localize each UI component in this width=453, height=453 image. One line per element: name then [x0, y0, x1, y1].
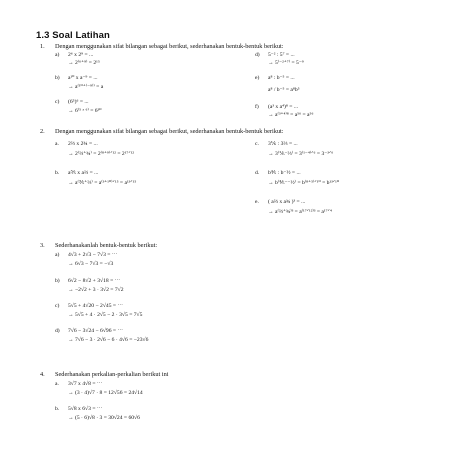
item-problem: (a³ x a⁴)⁸ = ... [268, 104, 299, 110]
item-problem: 5⁻² : 5⁷ = ... [268, 52, 295, 58]
item-label: d) [55, 328, 60, 334]
item-label: b) [55, 278, 60, 284]
item-problem: a⁸ : b⁻⁵ = ... [268, 75, 295, 81]
item-label: a) [55, 252, 60, 258]
section-1-instruction: Dengan menggunakan sifat bilangan sebagai berikut, sederhanakan bentuk-bentuk berikut: [55, 43, 284, 50]
item-problem: (6⁵)⁶ = ... [68, 99, 89, 105]
section-3-number: 3. [40, 242, 45, 249]
item-label: b) [55, 75, 60, 81]
item-answer: → 3⁽⅙⁻⅔⁾ = 3⁽¹⁻⁴⁾ᐟ⁶ = 3⁻³ᐟ⁶ [268, 151, 334, 157]
item-label: b. [55, 170, 60, 176]
item-problem: 5√5 + 4√20 − 2√45 = ⋯ [68, 303, 124, 309]
item-problem: 6√2 − 8√2 + 3√18 = ⋯ [68, 278, 121, 284]
item-answer: → a⁽⅗⁺⅔⁾ = a⁽³⁺¹⁰⁾ᐟ¹⁵ = a¹³ᐟ¹⁵ [68, 180, 137, 186]
item-problem: 7√6 − 3√24 − 6√96 = ⋯ [68, 328, 124, 334]
item-label: b. [55, 406, 60, 412]
item-label: c. [255, 141, 259, 147]
item-problem: 2⁶ x 2⁹ = ... [68, 52, 94, 58]
section-4-number: 4. [40, 371, 45, 378]
item-answer: → (3 · 4)√7 · 8 = 12√56 = 24√14 [68, 390, 143, 396]
item-problem: ( a⅔ x a¾ )³ = ... [268, 199, 306, 205]
section-2-instruction: Dengan menggunakan sifat bilangan sebagai berikut, sederhanakan bentuk-bentuk berikut: [55, 128, 284, 135]
item-problem: a⅗ x a⅔ = ... [68, 170, 99, 176]
item-label: a) [55, 52, 60, 58]
section-2-number: 2. [40, 128, 45, 135]
item-label: e. [255, 199, 259, 205]
item-label: d) [255, 52, 260, 58]
item-problem: b⅘ : b⁻½ = ... [268, 170, 301, 176]
section-1-number: 1. [40, 43, 45, 50]
item-label: a. [55, 141, 59, 147]
item-answer: → 2⁽⁶⁺⁹⁾ = 2¹⁵ [68, 60, 100, 66]
item-answer: → 5⁽⁻²⁺⁷⁾ = 5⁻⁹ [268, 60, 304, 66]
item-problem: 2⅔ x 2¾ = ... [68, 141, 98, 147]
item-label: a. [55, 381, 59, 387]
item-answer: → a⁽¹⁰⁺⁽⁻⁹⁾⁾ = a [68, 84, 104, 90]
item-answer: → 5√5 + 4 · 2√5 − 2 · 3√5 = 7√5 [68, 312, 143, 318]
item-answer: → a⁽³⁺⁴⁾⁸ = a⁵⁶ = a⁵⁶ [268, 112, 314, 118]
item-answer: → a⁽⅔⁺¾⁾³ = a⁽¹⁷ᐟ¹²⁾³ = a¹⁷ᐟ⁴ [268, 209, 332, 215]
item-label: c) [55, 99, 60, 105]
page-title: 1.3 Soal Latihan [36, 30, 110, 41]
item-label: d. [255, 170, 260, 176]
item-answer: a⁸ / b⁻⁵ = a⁸b⁵ [268, 87, 300, 93]
section-4-instruction: Sederhanakan perkalian-perkalian berikut ini [55, 371, 169, 378]
item-answer: → −2√2 + 3 · 3√2 = 7√2 [68, 287, 124, 293]
item-problem: a¹⁰ x a⁻⁹ = ... [68, 75, 98, 81]
item-problem: 3√7 x 4√8 = ⋯ [68, 381, 103, 387]
item-label: f) [255, 104, 259, 110]
section-3-instruction: Sederhanakanlah bentuk-bentuk berikut: [55, 242, 158, 249]
item-answer: → 2⁽⅔⁺¾⁾ = 2⁽⁸⁺⁹⁾ᐟ¹² = 2¹⁷ᐟ¹² [68, 151, 135, 157]
item-answer: → b⁽⅘⁻⁻½⁾ = b⁽⁸⁺⁵⁾ᐟ¹⁰ = b¹³ᐟ¹⁰ [268, 180, 340, 186]
item-problem: 3⅙ : 3⅔ = ... [268, 141, 298, 147]
item-answer: → 7√6 − 3 · 2√6 − 6 · 4√6 = −23√6 [68, 337, 149, 343]
item-problem: 4√3 + 2√3 − 7√3 = ⋯ [68, 252, 118, 258]
item-label: c) [55, 303, 60, 309]
item-problem: 5√8 x 6√3 = ⋯ [68, 406, 103, 412]
item-answer: → 6⁽⁵ ˣ ⁶⁾ = 6³⁰ [68, 108, 102, 114]
item-label: e) [255, 75, 260, 81]
item-answer: → (5 · 6)√8 · 3 = 30√24 = 60√6 [68, 415, 140, 421]
item-answer: → 6√3 − 7√3 = −√3 [68, 261, 114, 267]
